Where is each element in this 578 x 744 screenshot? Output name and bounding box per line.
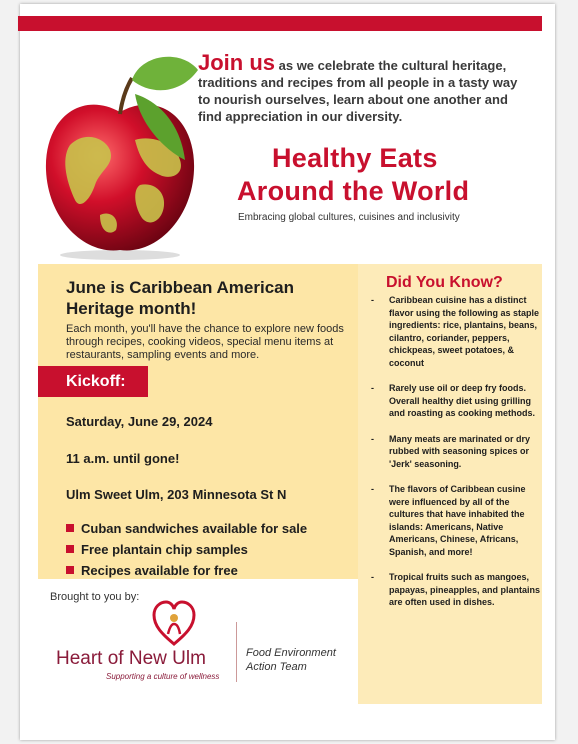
globe-apple-icon	[40, 50, 208, 260]
event-title-line2: Around the World	[237, 176, 470, 206]
brought-to-you-by: Brought to you by:	[50, 591, 140, 603]
team-name: Food Environment Action Team	[246, 647, 336, 673]
event-date: Saturday, June 29, 2024	[66, 414, 213, 429]
bullet-square-icon	[66, 545, 74, 553]
heart-logo-icon	[152, 600, 196, 648]
intro-text: as we celebrate the cultural heritage, traditions and recipes from all people in a tasty way to nourish ourselves, learn about one another and find appreciation in our diversity.	[198, 58, 518, 124]
bullet-square-icon	[66, 524, 74, 532]
tagline: Embracing global cultures, cuisines and inclusivity	[238, 212, 460, 223]
event-time: 11 a.m. until gone!	[66, 451, 180, 466]
list-item: - Caribbean cuisine has a distinct flavor using the following as staple ingredients: rice, plantains, beans, cilantro, coriander, peppers, chickpeas, sweet potatoes, & coconut	[368, 294, 544, 369]
org-logo-text: Heart of New Ulm	[56, 648, 206, 669]
list-item	[66, 563, 238, 578]
june-body: Each month, you'll have the chance to explore new foods through recipes, cooking videos, special menu items at restaurants, sampling events and more.	[66, 323, 344, 361]
list-item: - The flavors of Caribbean cusine were influenced by all of the cultures that have inhabited the islands: Americans, Native Americans, Chinese, Africans, Spanish, and more!	[368, 483, 544, 558]
event-title-line1: Healthy Eats	[272, 143, 438, 173]
kickoff-label: Kickoff:	[66, 373, 126, 390]
list-item: - Tropical fruits such as mangoes, papayas, pineapples, and plantains are often used in dishes.	[368, 571, 544, 609]
list-item	[66, 521, 307, 536]
logo-divider	[236, 622, 237, 682]
june-heading: June is Caribbean American Heritage month!	[66, 278, 295, 318]
top-red-bar	[18, 16, 542, 31]
list-item: - Many meats are marinated or dry rubbed with seasoning spices or 'Jerk' seasoning.	[368, 433, 544, 471]
facts-list	[368, 294, 544, 622]
list-item: - Rarely use oil or deep fry foods. Overall healthy diet using grilling and roasting as cooking methods.	[368, 382, 544, 420]
did-you-know-heading: Did You Know?	[386, 274, 503, 291]
intro-paragraph	[198, 50, 528, 125]
list-item	[66, 542, 248, 557]
join-us-heading: Join us	[198, 50, 276, 75]
bullet-text: Recipes available for free	[81, 563, 238, 578]
bullet-square-icon	[66, 566, 74, 574]
event-location: Ulm Sweet Ulm, 203 Minnesota St N	[66, 487, 287, 502]
org-tagline: Supporting a culture of wellness	[106, 672, 220, 681]
bullet-text: Free plantain chip samples	[81, 542, 248, 557]
bullet-text: Cuban sandwiches available for sale	[81, 521, 308, 536]
